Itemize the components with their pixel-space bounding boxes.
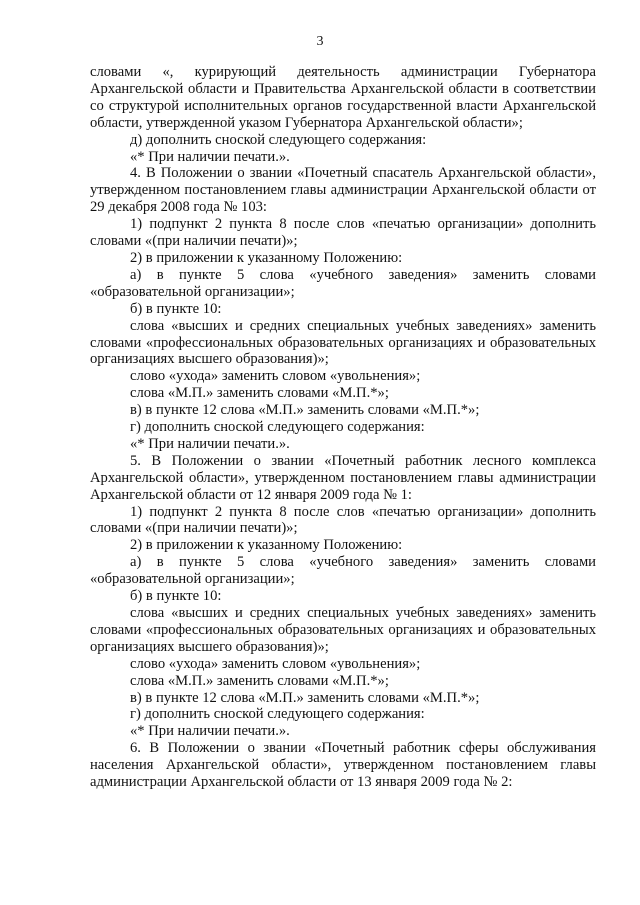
paragraph: а) в пункте 5 слова «учебного заведения» заменить словами «образовательной организации»;	[90, 554, 596, 588]
page-number: 3	[316, 34, 324, 49]
paragraph: д) дополнить сноской следующего содержания:	[130, 131, 427, 148]
paragraph: г) дополнить сноской следующего содержания:	[130, 706, 425, 723]
paragraph: 2) в приложении к указанному Положению:	[130, 249, 403, 266]
paragraph: слова «М.П.» заменить словами «М.П.*»;	[130, 385, 389, 402]
paragraph: 4. В Положении о звании «Почетный спасатель Архангельской области», утвержденном постановлением главы администрации Архангельской области от 29 декабря 2008 года № 103:	[90, 165, 596, 216]
paragraph: слово «ухода» заменить словом «увольнения»;	[130, 655, 421, 672]
paragraph: слово «ухода» заменить словом «увольнения»;	[130, 368, 421, 385]
paragraph: слова «высших и средних специальных учебных заведениях» заменить словами «профессиональных образовательных организациях и образовательных организациях высшего образования)»;	[90, 317, 596, 368]
document-body	[90, 64, 596, 791]
paragraph: в) в пункте 12 слова «М.П.» заменить словами «М.П.*»;	[130, 689, 480, 706]
paragraph: «* При наличии печати.».	[130, 723, 290, 740]
paragraph: б) в пункте 10:	[130, 300, 222, 317]
paragraph: «* При наличии печати.».	[130, 435, 290, 452]
paragraph: 1) подпункт 2 пункта 8 после слов «печатью организации» дополнить словами «(при наличии печати)»;	[90, 216, 596, 250]
paragraph: а) в пункте 5 слова «учебного заведения» заменить словами «образовательной организации»;	[90, 266, 596, 300]
paragraph: слова «М.П.» заменить словами «М.П.*»;	[130, 672, 389, 689]
paragraph: «* При наличии печати.».	[130, 148, 290, 165]
paragraph: словами «, курирующий деятельность администрации Губернатора Архангельской области и Правительства Архангельской области в соответствии со структурой исполнительных органов государственной власти Архангельской области, утвержденной указом Губернатора Архангельской области»;	[90, 64, 596, 131]
paragraph: 2) в приложении к указанному Положению:	[130, 537, 403, 554]
paragraph: в) в пункте 12 слова «М.П.» заменить словами «М.П.*»;	[130, 402, 480, 419]
paragraph: слова «высших и средних специальных учебных заведениях» заменить словами «профессиональных образовательных организациях и образовательных организациях высшего образования)»;	[90, 605, 596, 655]
paragraph: 6. В Положении о звании «Почетный работник сферы обслуживания населения Архангельской области», утвержденном постановлением главы администрации Архангельской области от 13 января 2009 года № 2:	[90, 740, 596, 791]
paragraph: г) дополнить сноской следующего содержания:	[130, 419, 425, 436]
paragraph: б) в пункте 10:	[130, 588, 222, 605]
paragraph: 5. В Положении о звании «Почетный работник лесного комплекса Архангельской области», утвержденном постановлением главы администрации Архангельской области от 12 января 2009 года № 1:	[90, 452, 596, 503]
paragraph: 1) подпункт 2 пункта 8 после слов «печатью организации» дополнить словами «(при наличии печати)»;	[90, 503, 596, 537]
